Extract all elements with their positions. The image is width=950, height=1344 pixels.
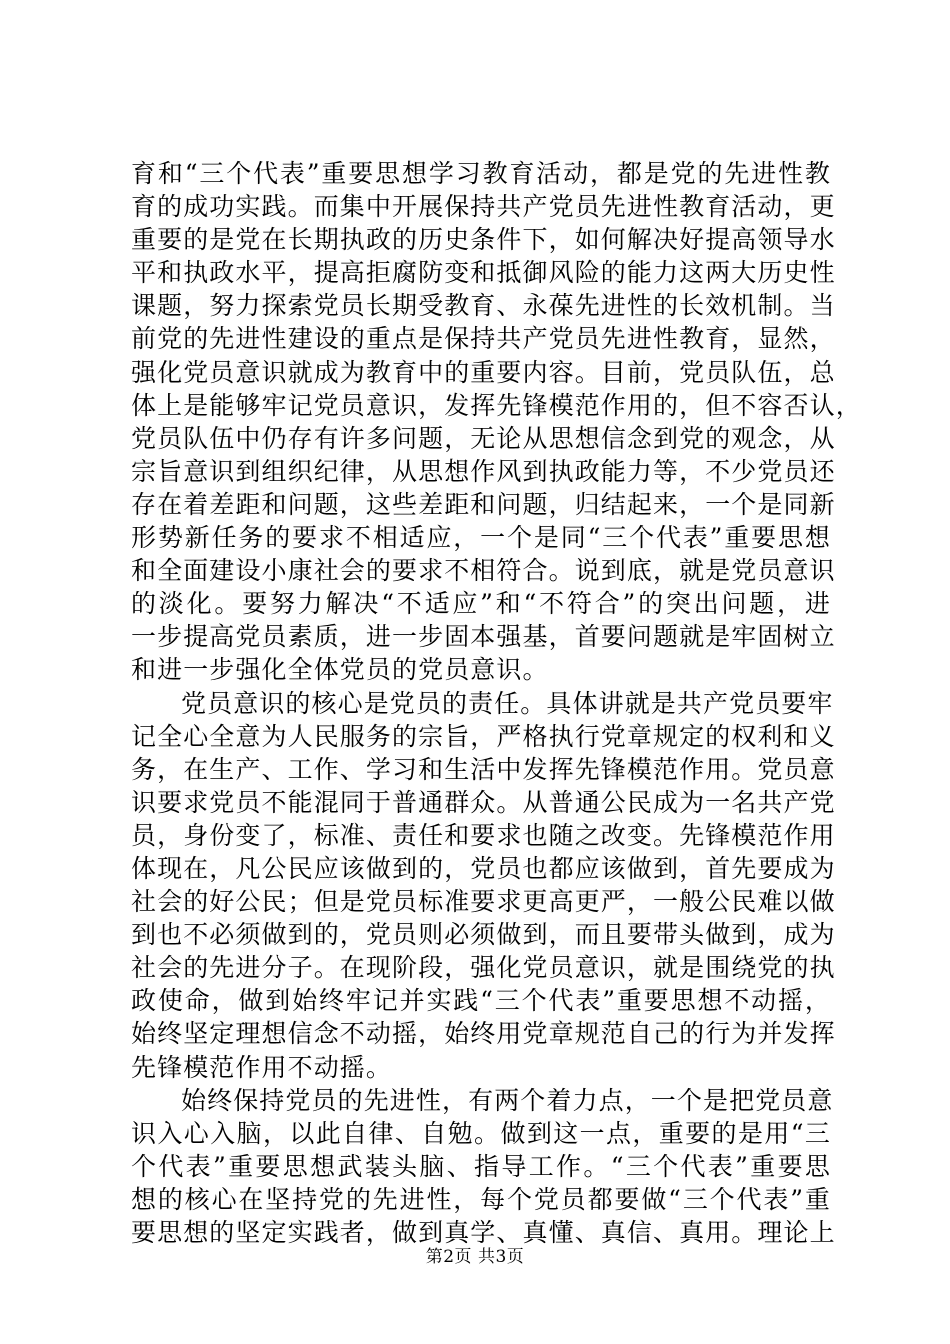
paragraph bbox=[131, 1084, 836, 1249]
text-line: 想的核心在坚持党的先进性，每个党员都要做“三个代表”重 bbox=[131, 1184, 831, 1214]
text-line: 育的成功实践。而集中开展保持共产党员先进性教育活动，更 bbox=[131, 192, 836, 222]
text-line: 社会的先进分子。在现阶段，强化党员意识，就是围绕党的执 bbox=[131, 953, 836, 983]
text-line: 的淡化。要努力解决“不适应”和“不符合”的突出问题，进 bbox=[131, 589, 831, 619]
text-line: 党员意识的核心是党员的责任。具体讲就是共产党员要牢 bbox=[181, 688, 834, 718]
paragraph bbox=[131, 157, 862, 687]
text-line: 课题，努力探索党员长期受教育、永葆先进性的长效机制。当 bbox=[131, 291, 836, 321]
text-line: 务，在生产、工作、学习和生活中发挥先锋模范作用。党员意 bbox=[131, 754, 836, 784]
text-line: 形势新任务的要求不相适应，一个是同“三个代表”重要思想 bbox=[131, 523, 831, 553]
text-line: 社会的好公民；但是党员标准要求更高更严，一般公民难以做 bbox=[131, 887, 836, 917]
text-line: 先锋模范作用不动摇。 bbox=[131, 1052, 393, 1082]
text-line: 政使命，做到始终牢记并实践“三个代表”重要思想不动摇， bbox=[131, 986, 831, 1016]
text-line: 强化党员意识就成为教育中的重要内容。目前，党员队伍，总 bbox=[131, 357, 836, 387]
text-line: 党员队伍中仍存有许多问题，无论从思想信念到党的观念，从 bbox=[131, 423, 836, 453]
text-line: 识入心入脑，以此自律、自勉。做到这一点，重要的是用“三 bbox=[131, 1118, 831, 1148]
text-line: 要思想的坚定实践者，做到真学、真懂、真信、真用。理论上 bbox=[131, 1218, 836, 1247]
text-line: 个代表”重要思想武装头脑、指导工作。“三个代表”重要思 bbox=[131, 1151, 831, 1181]
text-line: 识要求党员不能混同于普通群众。从普通公民成为一名共产党 bbox=[131, 787, 836, 817]
text-line: 体上是能够牢记党员意识，发挥先锋模范作用的，但不容否认， bbox=[131, 390, 862, 420]
text-line: 一步提高党员素质，进一步固本强基，首要问题就是牢固树立 bbox=[131, 622, 836, 652]
text-line: 和全面建设小康社会的要求不相符合。说到底，就是党员意识 bbox=[131, 556, 836, 586]
text-line: 到也不必须做到的，党员则必须做到，而且要带头做到，成为 bbox=[131, 920, 836, 950]
text-line: 始终保持党员的先进性，有两个着力点，一个是把党员意 bbox=[181, 1085, 834, 1115]
text-line: 员，身份变了，标准、责任和要求也随之改变。先锋模范作用 bbox=[131, 820, 836, 850]
text-line: 育和“三个代表”重要思想学习教育活动，都是党的先进性教 bbox=[131, 159, 831, 188]
paragraph bbox=[131, 687, 836, 1084]
text-line: 始终坚定理想信念不动摇，始终用党章规范自己的行为并发挥 bbox=[131, 1019, 836, 1049]
text-line: 平和执政水平，提高拒腐防变和抵御风险的能力这两大历史性 bbox=[131, 258, 836, 288]
document-body bbox=[131, 157, 862, 1249]
text-line: 前党的先进性建设的重点是保持共产党员先进性教育，显然， bbox=[131, 324, 836, 354]
page-footer: 第2页 共3页 bbox=[425, 1247, 525, 1267]
text-line: 存在着差距和问题，这些差距和问题，归结起来，一个是同新 bbox=[131, 489, 836, 519]
text-line: 记全心全意为人民服务的宗旨，严格执行党章规定的权利和义 bbox=[131, 721, 836, 751]
text-line: 和进一步强化全体党员的党员意识。 bbox=[131, 655, 549, 685]
text-line: 宗旨意识到组织纪律，从思想作风到执政能力等，不少党员还 bbox=[131, 456, 836, 486]
text-line: 重要的是党在长期执政的历史条件下，如何解决好提高领导水 bbox=[131, 225, 836, 255]
text-line: 体现在，凡公民应该做到的，党员也都应该做到，首先要成为 bbox=[131, 853, 836, 883]
